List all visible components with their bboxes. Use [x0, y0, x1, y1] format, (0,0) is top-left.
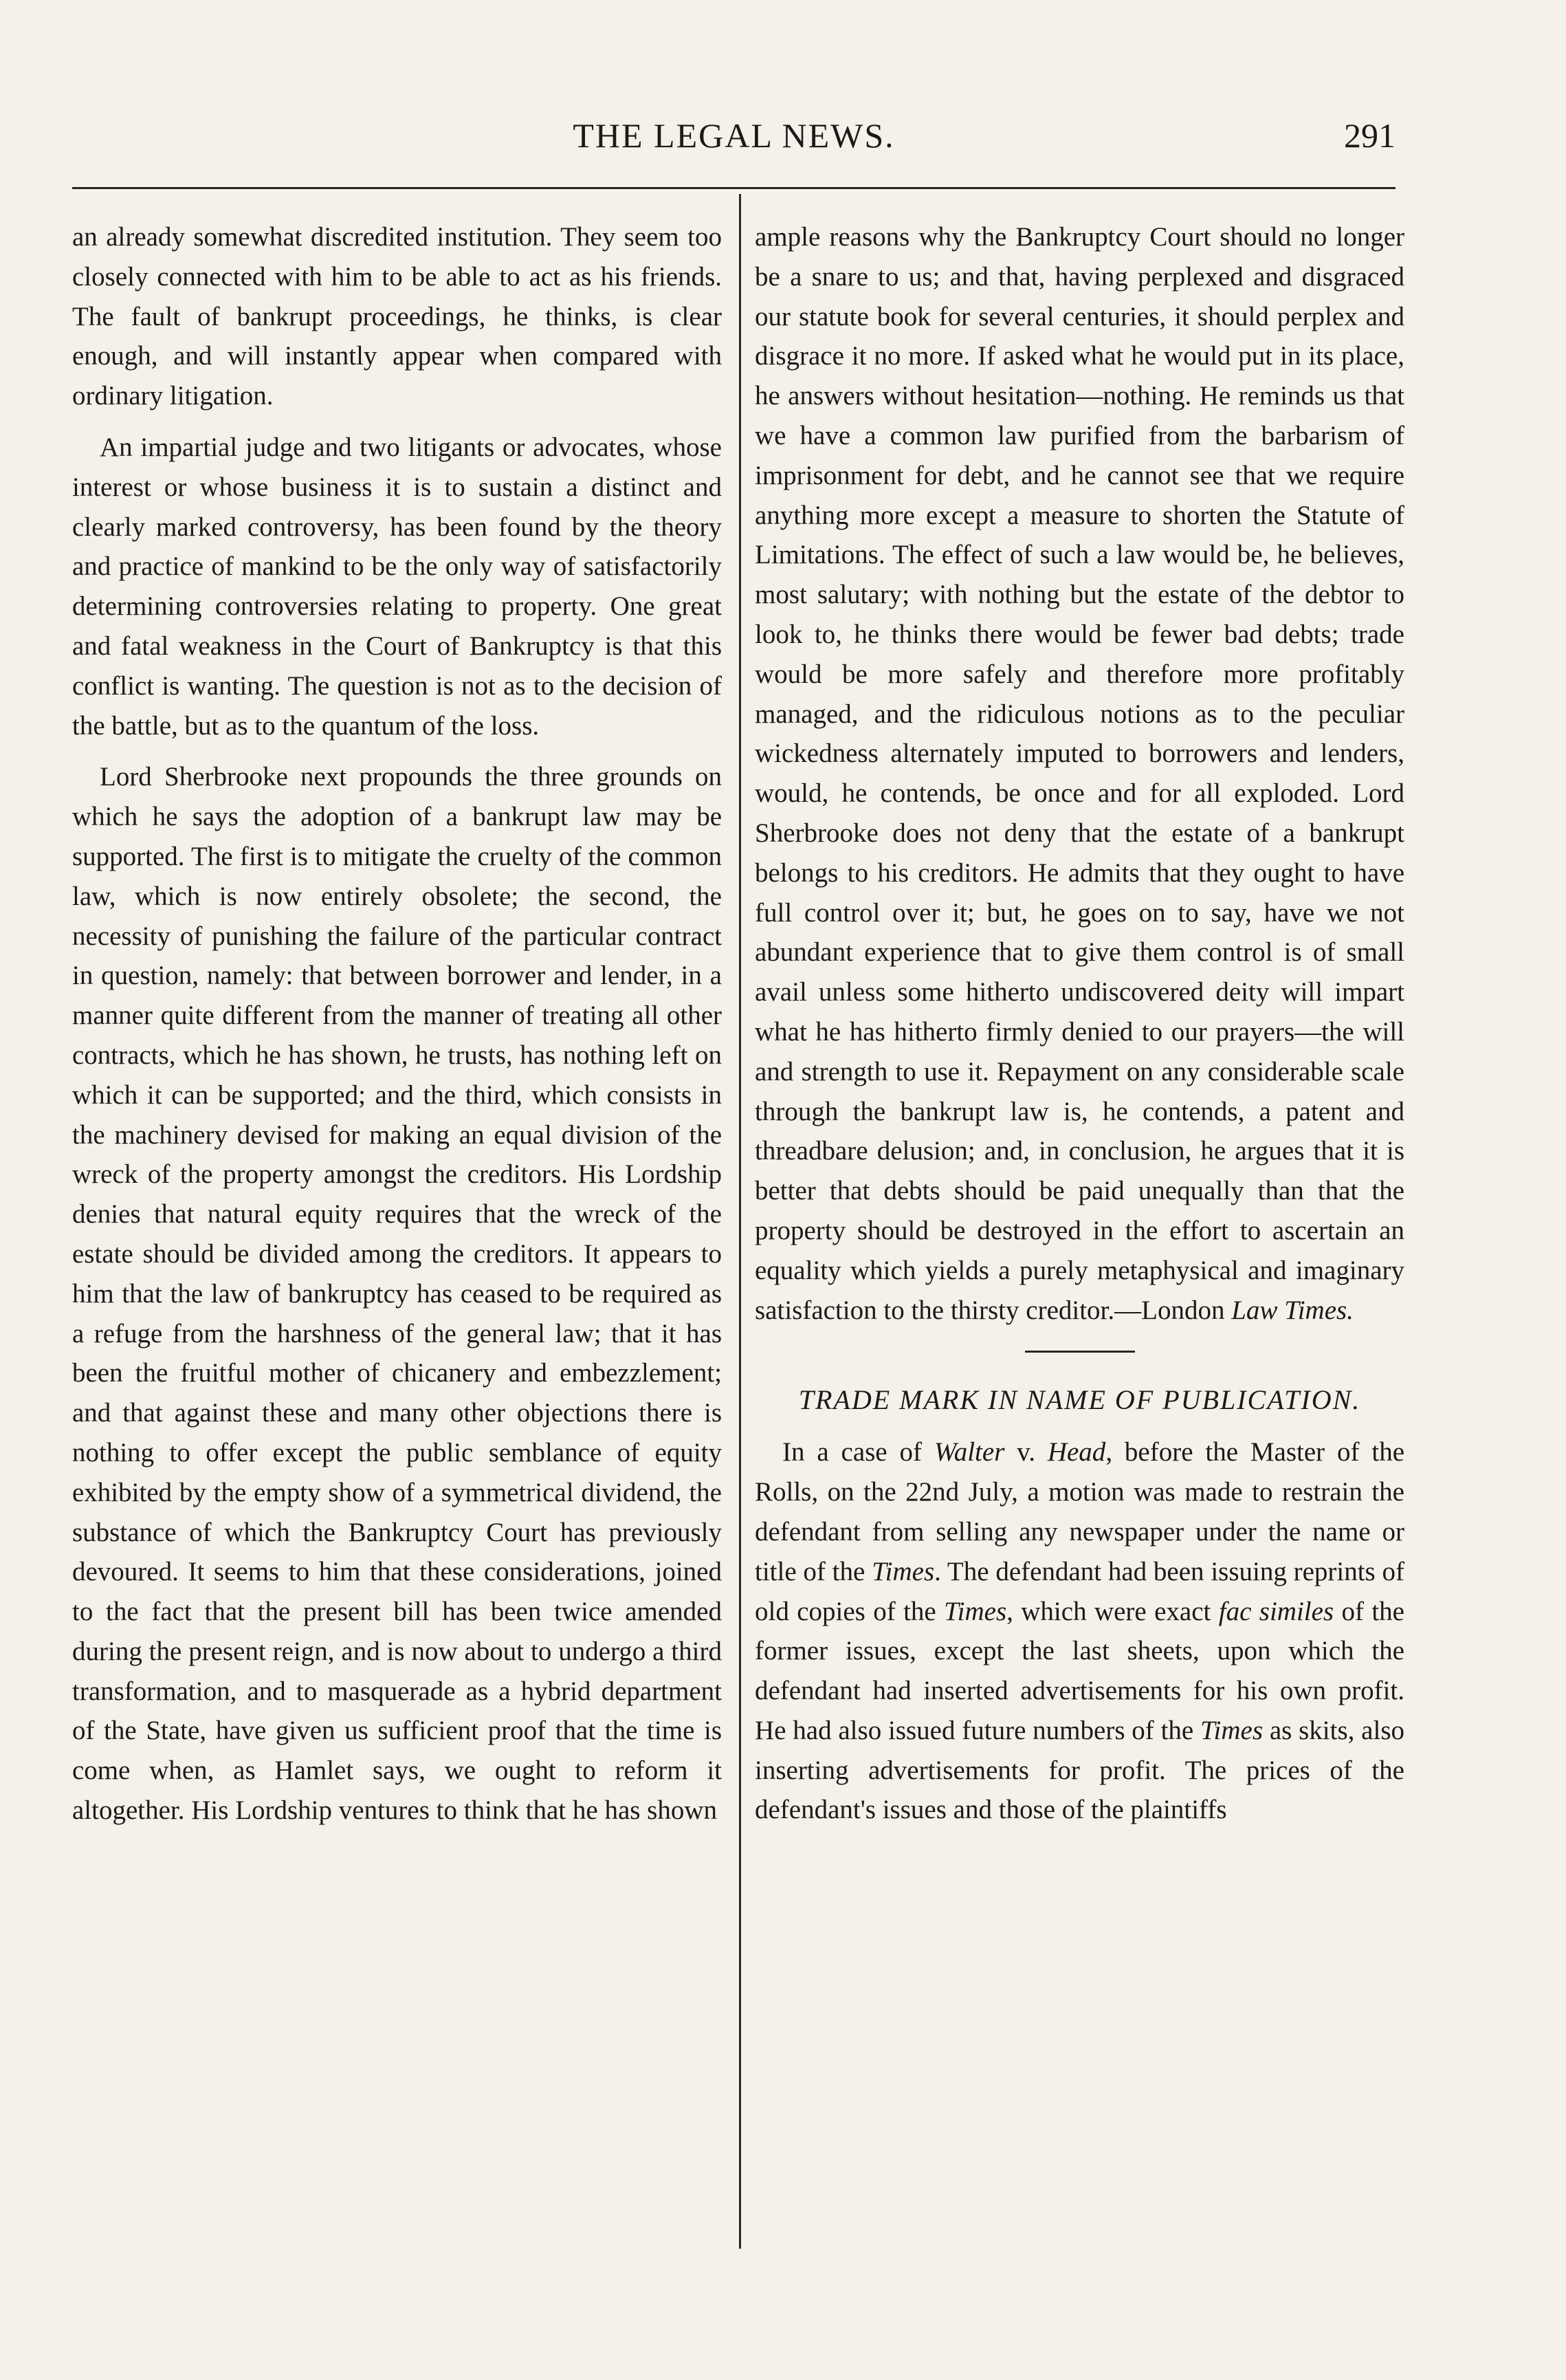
right-column — [755, 217, 1404, 1842]
latin-term: fac similes — [1218, 1596, 1334, 1626]
section-divider — [1025, 1351, 1135, 1353]
paragraph: An impartial judge and two litigants or advocates, whose interest or whose business it is to sustain a distinct and clearly marked controversy, has been found by the theory and practice of mankind to be the only way of satisfactorily determining controversies relating to property. One great and fatal weakness in the Court of Bankruptcy is that this conflict is wanting. The question is not as to the decision of the battle, but as to the quantum of the loss. — [72, 432, 722, 741]
text-run: of the former issues, except the last sheets, upon which the defendant had inserted advertisements for his own profit. He had also issued future numbers of the — [755, 1596, 1404, 1745]
publication-name: Times — [944, 1596, 1007, 1626]
text-run: as skits, also inserting advertisements for profit. The prices of the defendant's issues and those of the plaintiffs — [755, 1715, 1404, 1825]
header-rule — [72, 187, 1396, 189]
paragraph — [755, 217, 1404, 1330]
text-run: In a case of — [782, 1437, 934, 1467]
party-name: Head — [1047, 1437, 1106, 1467]
text-run: , which were exact — [1006, 1596, 1219, 1626]
page-number: 291 — [1344, 116, 1396, 155]
paragraph-text: ample reasons why the Bankruptcy Court should no longer be a snare to us; and that, having perplexed and disgraced our statute book for several centuries, it should perplex and disgrace it no more. If asked what he would put in its place, he answers without hesitation—nothing. He reminds us that we have a common law purified from the barbarism of imprisonment for debt, and he cannot see that we require anything more except a measure to shorten the Statute of Limitations. The effect of such a law would be, he believes, most salutary; with nothing but the estate of the debtor to look to, he thinks there would be fewer bad debts; trade would be more safely and therefore more profitably managed, and the ridiculous notions as to the peculiar wickedness alternately imputed to borrowers and lenders, would, he contends, be once and for all exploded. Lord Sherbrooke does not deny that the estate of a bankrupt belongs to his creditors. He admits that they ought to have full control over it; but, he goes on to say, have we not abundant experience that to give them control is of small avail unless some hitherto undiscovered deity will impart what he has hitherto firmly denied to our prayers—the will and strength to use it. Repayment on any considerable scale through the bankrupt law is, he contends, a patent and threadbare delusion; and, in conclusion, he argues that it is better that debts should be paid unequally than that the property should be destroyed in the effort to ascertain an equality which yields a purely metaphysical and imaginary satisfaction to the thirsty creditor.—London — [755, 222, 1404, 1325]
left-column — [72, 217, 722, 1842]
source-citation: Law Times. — [1231, 1295, 1354, 1325]
paragraph — [755, 1432, 1404, 1830]
paragraph: Lord Sherbrooke next propounds the three grounds on which he says the adoption of a bankrupt law may be supported. The first is to mitigate the cruelty of the common law, which is now entirely obsolete; the second, the necessity of punishing the failure of the particular contract in question, namely: that between borrower and lender, in a manner quite different from the manner of treating all other contracts, which he has shown, he trusts, has nothing left on which it can be supported; and the third, which consists in the machinery devised for making an equal division of the wreck of the property amongst the creditors. His Lordship denies that natural equity requires that the wreck of the estate should be divided among the creditors. It appears to him that the law of bankruptcy has ceased to be required as a refuge from the harshness of the general law; that it has been the fruitful mother of chicanery and embezzlement; and that against these and many other objections there is nothing to offer except the public semblance of equity exhibited by the empty show of a symmetrical dividend, the substance of which the Bankruptcy Court has previously devoured. It seems to him that these considerations, joined to the fact that the present bill has been twice amended during the present reign, and is now about to undergo a third transformation, and to masquerade as a hybrid department of the State, have given us sufficient proof that the time is come when, as Hamlet says, we ought to reform it altogether. His Lordship ventures to think that he has shown — [72, 762, 722, 1826]
paragraph: an already somewhat discredited institution. They seem too closely connected with him to be able to act as his friends. The fault of bankrupt proceedings, he thinks, is clear enough, and will instantly appear when compared with ordinary litigation. — [72, 222, 722, 411]
text-run: . The defendant had been issuing reprints of old copies of the — [755, 1556, 1404, 1626]
publication-title: THE LEGAL NEWS. — [573, 116, 895, 155]
column-divider — [739, 194, 741, 2249]
party-name: Walter — [934, 1437, 1005, 1467]
masthead — [72, 116, 1396, 164]
text-run: v. — [1004, 1437, 1048, 1467]
publication-name: Times — [1200, 1715, 1264, 1745]
publication-name: Times — [872, 1556, 935, 1586]
section-heading: TRADE MARK IN NAME OF PUBLICATION. — [798, 1384, 1361, 1416]
text-run: , before the Master of the Rolls, on the 22nd July, a motion was made to restrain the defendant from selling any newspaper under the name or title of the — [755, 1437, 1405, 1586]
